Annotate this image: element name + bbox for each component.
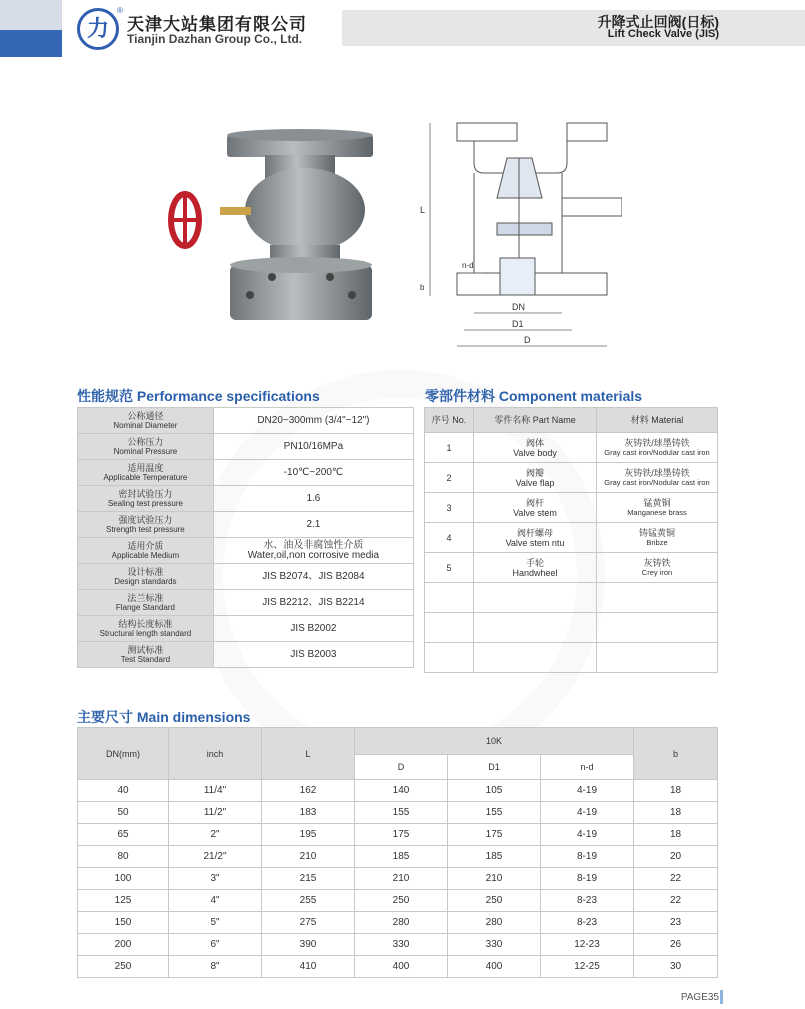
performance-key bbox=[78, 460, 214, 486]
component-no: 3 bbox=[425, 493, 474, 523]
dimension-cell-nd: 12-23 bbox=[541, 934, 634, 956]
performance-key-en: Sealing test pressure bbox=[107, 498, 183, 508]
performance-row bbox=[78, 616, 414, 642]
dimension-cell-inch: 8" bbox=[169, 956, 262, 978]
empty-cell bbox=[474, 583, 597, 613]
dimension-cell-inch: 6" bbox=[169, 934, 262, 956]
performance-key-en: Structural length standard bbox=[99, 628, 192, 638]
empty-cell bbox=[425, 643, 474, 673]
product-title-cn: 升降式止回阀(日标) bbox=[597, 14, 719, 30]
performance-key-cn: 强度试验压力 bbox=[118, 514, 173, 525]
dim-header-10k: 10K bbox=[355, 728, 634, 755]
dim-header-D1: D1 bbox=[448, 755, 541, 780]
component-row bbox=[425, 493, 718, 523]
component-part-en: Handwheel bbox=[512, 567, 558, 578]
dimension-cell-D: 280 bbox=[355, 912, 448, 934]
performance-row bbox=[78, 512, 414, 538]
dimension-cell-nd: 4-19 bbox=[541, 802, 634, 824]
dimension-cell-L: 215 bbox=[262, 868, 355, 890]
company-name-en: Tianjin Dazhan Group Co., Ltd. bbox=[127, 32, 303, 46]
dimension-cell-b: 18 bbox=[634, 780, 718, 802]
performance-key-en: Test Standard bbox=[120, 654, 171, 664]
dimension-cell-D1: 185 bbox=[448, 846, 541, 868]
performance-value bbox=[213, 434, 413, 460]
dimension-cell-inch: 11/2" bbox=[169, 802, 262, 824]
dimension-cell-dn: 200 bbox=[78, 934, 169, 956]
component-part-en: Valve stem bbox=[513, 507, 557, 518]
performance-key bbox=[78, 512, 214, 538]
dimension-cell-D1: 330 bbox=[448, 934, 541, 956]
dimension-cell-inch: 4" bbox=[169, 890, 262, 912]
dimensions-section-title: 主要尺寸 Main dimensions bbox=[77, 709, 251, 725]
empty-cell bbox=[597, 583, 718, 613]
dimension-cell-nd: 12-25 bbox=[541, 956, 634, 978]
dimension-row bbox=[78, 890, 718, 912]
dimension-cell-nd: 8-23 bbox=[541, 912, 634, 934]
performance-value-main: 水、油及非腐蚀性介质 bbox=[263, 539, 364, 551]
component-part-en: Valve stem ntu bbox=[505, 537, 565, 548]
dimension-cell-L: 275 bbox=[262, 912, 355, 934]
product-title-en: Lift Check Valve (JIS) bbox=[607, 28, 719, 40]
dimension-cell-dn: 125 bbox=[78, 890, 169, 912]
dimension-cell-dn: 250 bbox=[78, 956, 169, 978]
comp-header-material: 材料 Material bbox=[597, 408, 718, 433]
performance-row bbox=[78, 408, 414, 434]
dimension-cell-dn: 50 bbox=[78, 802, 169, 824]
performance-key-en: Nominal Pressure bbox=[113, 446, 178, 456]
component-material bbox=[597, 463, 718, 493]
component-part-cn: 阀体 bbox=[525, 437, 544, 448]
performance-key-cn: 公称通径 bbox=[127, 410, 164, 421]
dimension-cell-D: 330 bbox=[355, 934, 448, 956]
dimension-cell-dn: 80 bbox=[78, 846, 169, 868]
component-material-cn: 锰黄铜 bbox=[643, 497, 671, 508]
dimension-cell-D: 210 bbox=[355, 868, 448, 890]
performance-key-cn: 适用温度 bbox=[127, 462, 164, 473]
performance-value bbox=[213, 642, 413, 668]
performance-key-cn: 适用介质 bbox=[127, 540, 164, 551]
dimension-cell-D: 155 bbox=[355, 802, 448, 824]
performance-key-en: Design standards bbox=[114, 576, 177, 586]
component-material-en: Gray cast iron/Nodular cast iron bbox=[604, 447, 710, 457]
header-color-block-light bbox=[0, 0, 62, 30]
dimension-row bbox=[78, 780, 718, 802]
dimension-cell-dn: 150 bbox=[78, 912, 169, 934]
dim-header-dn: DN(mm) bbox=[78, 728, 169, 780]
component-part-cn: 阀杆 bbox=[525, 497, 544, 508]
dimension-cell-D: 175 bbox=[355, 824, 448, 846]
component-material bbox=[597, 493, 718, 523]
dimension-cell-D: 400 bbox=[355, 956, 448, 978]
component-material-cn: 铸锰黄铜 bbox=[638, 527, 675, 538]
performance-row bbox=[78, 486, 414, 512]
dimension-cell-b: 20 bbox=[634, 846, 718, 868]
page-number-bar bbox=[720, 990, 723, 1004]
performance-value bbox=[213, 538, 413, 564]
performance-key-cn: 测试标准 bbox=[127, 644, 164, 655]
performance-value-main: -10℃~200℃ bbox=[283, 466, 344, 478]
components-section-title: 零部件材料 Component materials bbox=[425, 388, 643, 404]
dimension-cell-L: 210 bbox=[262, 846, 355, 868]
performance-key bbox=[78, 564, 214, 590]
performance-value-main: DN20~300mm (3/4"~12") bbox=[257, 414, 370, 426]
component-part bbox=[474, 433, 597, 463]
dim-header-inch: inch bbox=[169, 728, 262, 780]
component-material-en: Manganese brass bbox=[627, 507, 687, 517]
performance-row bbox=[78, 642, 414, 668]
dimension-cell-b: 22 bbox=[634, 868, 718, 890]
dimension-cell-b: 26 bbox=[634, 934, 718, 956]
performance-key bbox=[78, 434, 214, 460]
dimension-row bbox=[78, 846, 718, 868]
performance-key bbox=[78, 408, 214, 434]
dimension-cell-dn: 40 bbox=[78, 780, 169, 802]
dimension-cell-b: 30 bbox=[634, 956, 718, 978]
dim-label-DN: DN bbox=[512, 302, 525, 312]
dimension-cell-D1: 400 bbox=[448, 956, 541, 978]
performance-row bbox=[78, 434, 414, 460]
performance-key bbox=[78, 486, 214, 512]
component-material bbox=[597, 523, 718, 553]
dimension-cell-nd: 4-19 bbox=[541, 824, 634, 846]
dimension-cell-inch: 11/4" bbox=[169, 780, 262, 802]
dimension-cell-nd: 4-19 bbox=[541, 780, 634, 802]
dimension-cell-dn: 65 bbox=[78, 824, 169, 846]
performance-row bbox=[78, 460, 414, 486]
component-part bbox=[474, 523, 597, 553]
component-material-en: Bribze bbox=[646, 537, 668, 547]
component-row bbox=[425, 463, 718, 493]
dimension-cell-dn: 100 bbox=[78, 868, 169, 890]
performance-value bbox=[213, 460, 413, 486]
handwheel-icon bbox=[165, 190, 215, 250]
page-number: PAGE35 bbox=[680, 992, 719, 1003]
dimension-cell-b: 18 bbox=[634, 824, 718, 846]
performance-value-main: 2.1 bbox=[306, 518, 321, 530]
performance-key bbox=[78, 642, 214, 668]
dimensions-table bbox=[77, 727, 718, 978]
performance-key-cn: 结构长度标准 bbox=[118, 618, 173, 629]
dimension-row bbox=[78, 912, 718, 934]
dimension-cell-D: 250 bbox=[355, 890, 448, 912]
performance-key-cn: 法兰标准 bbox=[127, 592, 164, 603]
performance-key-en: Applicable Medium bbox=[111, 550, 180, 560]
dim-header-nd: n-d bbox=[541, 755, 634, 780]
performance-value bbox=[213, 590, 413, 616]
performance-value-main: PN10/16MPa bbox=[283, 440, 344, 452]
performance-value-secondary: Water,oil,non corrosive media bbox=[247, 549, 380, 561]
dimension-cell-L: 410 bbox=[262, 956, 355, 978]
performance-value bbox=[213, 616, 413, 642]
performance-value-main: JIS B2002 bbox=[290, 622, 337, 634]
empty-cell bbox=[474, 613, 597, 643]
dimension-cell-L: 390 bbox=[262, 934, 355, 956]
component-material-cn: 灰铸铁/球墨铸铁 bbox=[624, 467, 690, 478]
performance-value bbox=[213, 408, 413, 434]
dimension-cell-D1: 155 bbox=[448, 802, 541, 824]
dimension-cell-D1: 105 bbox=[448, 780, 541, 802]
performance-value bbox=[213, 564, 413, 590]
dim-label-L: L bbox=[420, 205, 426, 215]
component-part bbox=[474, 553, 597, 583]
performance-value-main: JIS B2074、JIS B2084 bbox=[262, 570, 365, 582]
component-row bbox=[425, 553, 718, 583]
dimension-cell-D: 185 bbox=[355, 846, 448, 868]
component-row-empty bbox=[425, 613, 718, 643]
dimension-cell-L: 162 bbox=[262, 780, 355, 802]
component-no: 1 bbox=[425, 433, 474, 463]
comp-header-part: 零件名称 Part Name bbox=[474, 408, 597, 433]
dimension-cell-inch: 3" bbox=[169, 868, 262, 890]
component-no: 4 bbox=[425, 523, 474, 553]
performance-value-main: 1.6 bbox=[306, 492, 321, 504]
component-no: 5 bbox=[425, 553, 474, 583]
component-row-empty bbox=[425, 643, 718, 673]
performance-key-cn: 公称压力 bbox=[127, 436, 164, 447]
performance-key bbox=[78, 590, 214, 616]
components-table bbox=[424, 407, 718, 673]
performance-key-cn: 设计标准 bbox=[127, 566, 164, 577]
dimension-cell-inch: 2" bbox=[169, 824, 262, 846]
empty-cell bbox=[425, 613, 474, 643]
dim-label-b: b bbox=[420, 283, 425, 292]
performance-table bbox=[77, 407, 414, 668]
empty-cell bbox=[597, 643, 718, 673]
component-part-en: Valve flap bbox=[515, 477, 555, 488]
dim-header-b: b bbox=[634, 728, 718, 780]
dimension-row bbox=[78, 802, 718, 824]
dimension-cell-D1: 175 bbox=[448, 824, 541, 846]
dimension-row bbox=[78, 956, 718, 978]
performance-value-main: JIS B2212、JIS B2214 bbox=[262, 596, 365, 608]
registered-mark: ® bbox=[117, 6, 123, 15]
component-part bbox=[474, 463, 597, 493]
dimension-cell-nd: 8-19 bbox=[541, 868, 634, 890]
dimension-cell-inch: 21/2" bbox=[169, 846, 262, 868]
component-material-en: Gray cast iron/Nodular cast iron bbox=[604, 477, 710, 487]
company-name-cn: 天津大站集团有限公司 bbox=[127, 15, 307, 34]
dimension-cell-inch: 5" bbox=[169, 912, 262, 934]
comp-header-no: 序号 No. bbox=[425, 408, 474, 433]
dimension-row bbox=[78, 934, 718, 956]
dimension-cell-D1: 280 bbox=[448, 912, 541, 934]
performance-row bbox=[78, 564, 414, 590]
dim-label-D1: D1 bbox=[512, 319, 524, 329]
dimension-cell-D1: 210 bbox=[448, 868, 541, 890]
performance-row bbox=[78, 590, 414, 616]
dimension-cell-D1: 250 bbox=[448, 890, 541, 912]
dimension-cell-b: 22 bbox=[634, 890, 718, 912]
component-part-cn: 阀杆螺母 bbox=[516, 527, 553, 538]
component-part-cn: 手轮 bbox=[525, 557, 544, 568]
company-logo: 力 bbox=[77, 8, 119, 50]
component-material-cn: 灰铸铁 bbox=[643, 557, 671, 568]
dimension-cell-nd: 8-19 bbox=[541, 846, 634, 868]
component-part-en: Valve body bbox=[513, 447, 557, 458]
dimension-cell-D: 140 bbox=[355, 780, 448, 802]
dimension-cell-b: 18 bbox=[634, 802, 718, 824]
title-bar bbox=[342, 10, 805, 46]
component-row bbox=[425, 523, 718, 553]
dimension-cell-L: 255 bbox=[262, 890, 355, 912]
component-row bbox=[425, 433, 718, 463]
performance-section-title: 性能规范 Performance specifications bbox=[77, 388, 320, 404]
dimension-cell-L: 183 bbox=[262, 802, 355, 824]
dim-header-D: D bbox=[355, 755, 448, 780]
performance-key bbox=[78, 538, 214, 564]
component-no: 2 bbox=[425, 463, 474, 493]
performance-value bbox=[213, 486, 413, 512]
header-color-block bbox=[0, 0, 62, 57]
performance-value-main: JIS B2003 bbox=[290, 648, 337, 660]
empty-cell bbox=[597, 613, 718, 643]
component-part-cn: 阀瓣 bbox=[525, 467, 544, 478]
performance-row bbox=[78, 538, 414, 564]
performance-key bbox=[78, 616, 214, 642]
component-material bbox=[597, 433, 718, 463]
valve-cross-section-drawing bbox=[412, 118, 622, 358]
performance-value bbox=[213, 512, 413, 538]
performance-key-en: Strength test pressure bbox=[106, 524, 185, 534]
performance-key-en: Flange Standard bbox=[115, 602, 175, 612]
empty-cell bbox=[425, 583, 474, 613]
component-material-en: Crey iron bbox=[641, 567, 673, 577]
dimension-row bbox=[78, 824, 718, 846]
component-part bbox=[474, 493, 597, 523]
dimension-row bbox=[78, 868, 718, 890]
dim-label-nd: n-d bbox=[462, 261, 474, 270]
performance-key-en: Applicable Temperature bbox=[103, 472, 188, 482]
dimension-cell-L: 195 bbox=[262, 824, 355, 846]
performance-key-en: Nominal Diameter bbox=[113, 420, 178, 430]
empty-cell bbox=[474, 643, 597, 673]
dim-label-D: D bbox=[524, 335, 531, 345]
dimension-cell-nd: 8-23 bbox=[541, 890, 634, 912]
dimension-cell-b: 23 bbox=[634, 912, 718, 934]
component-row-empty bbox=[425, 583, 718, 613]
component-material bbox=[597, 553, 718, 583]
component-material-cn: 灰铸铁/球墨铸铁 bbox=[624, 437, 690, 448]
valve-photo bbox=[220, 125, 380, 335]
performance-key-cn: 密封试验压力 bbox=[118, 488, 173, 499]
dim-header-L: L bbox=[262, 728, 355, 780]
